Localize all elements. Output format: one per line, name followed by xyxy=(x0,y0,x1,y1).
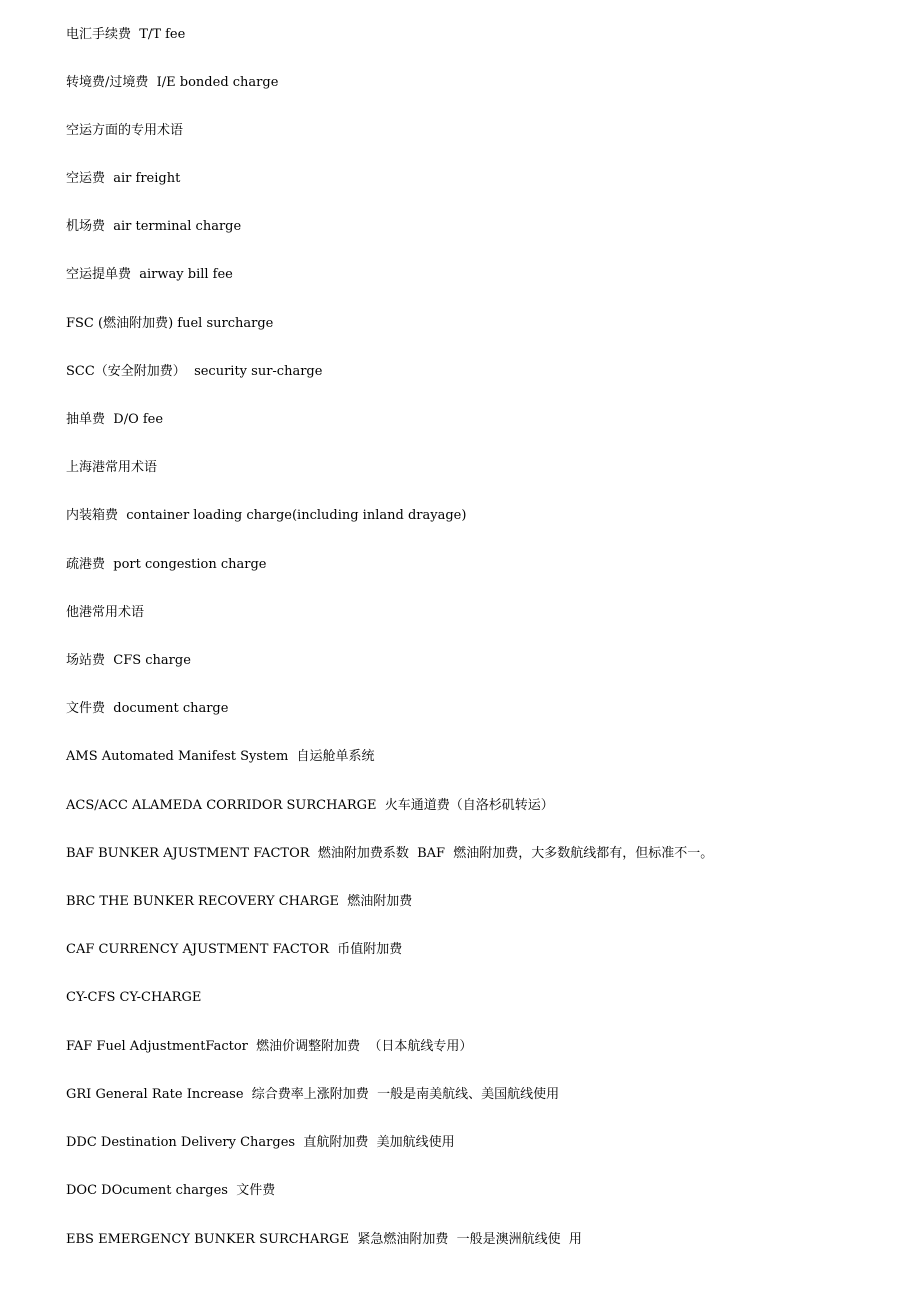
text-line: BRC THE BUNKER RECOVERY CHARGE 燃油附加费 xyxy=(66,894,413,909)
text-line: 场站费 CFS charge xyxy=(66,653,191,668)
text-line: SCC（安全附加费） security sur-charge xyxy=(66,364,323,379)
text-line: EBS EMERGENCY BUNKER SURCHARGE 紧急燃油附加费 一般是澳洲航线使 用 xyxy=(66,1232,582,1247)
text-line: 内装箱费 container loading charge(including inland drayage) xyxy=(66,508,467,523)
text-line: CY-CFS CY-CHARGE xyxy=(66,990,202,1005)
text-line: CAF CURRENCY AJUSTMENT FACTOR 币值附加费 xyxy=(66,942,403,957)
text-line: 文件费 document charge xyxy=(66,701,229,716)
text-line: 疏港费 port congestion charge xyxy=(66,557,267,572)
text-line: 空运提单费 airway bill fee xyxy=(66,267,233,282)
text-line: DDC Destination Delivery Charges 直航附加费 美加航线使用 xyxy=(66,1135,455,1150)
text-line: 机场费 air terminal charge xyxy=(66,219,242,234)
text-line: AMS Automated Manifest System 自运舱单系统 xyxy=(66,749,375,764)
text-line: BAF BUNKER AJUSTMENT FACTOR 燃油附加费系数 BAF 燃油附加费，大多数航线都有，但标准不一。 xyxy=(66,846,714,861)
section-heading: 他港常用术语 xyxy=(66,605,145,620)
text-line: ACS/ACC ALAMEDA CORRIDOR SURCHARGE 火车通道费（自洛杉矶转运） xyxy=(66,798,554,813)
text-line: FSC (燃油附加费) fuel surcharge xyxy=(66,316,274,331)
text-line: 抽单费 D/O fee xyxy=(66,412,164,427)
section-heading: 空运方面的专用术语 xyxy=(66,123,184,138)
text-line: 空运费 air freight xyxy=(66,171,181,186)
text-line: GRI General Rate Increase 综合费率上涨附加费 一般是南美航线、美国航线使用 xyxy=(66,1087,560,1102)
text-line: 电汇手续费 T/T fee xyxy=(66,27,186,42)
text-line: DOC DOcument charges 文件费 xyxy=(66,1183,276,1198)
section-heading: 上海港常用术语 xyxy=(66,460,158,475)
text-line: 转境费/过境费 I/E bonded charge xyxy=(66,75,279,90)
text-line: FAF Fuel AdjustmentFactor 燃油价调整附加费 （日本航线专用） xyxy=(66,1039,473,1054)
